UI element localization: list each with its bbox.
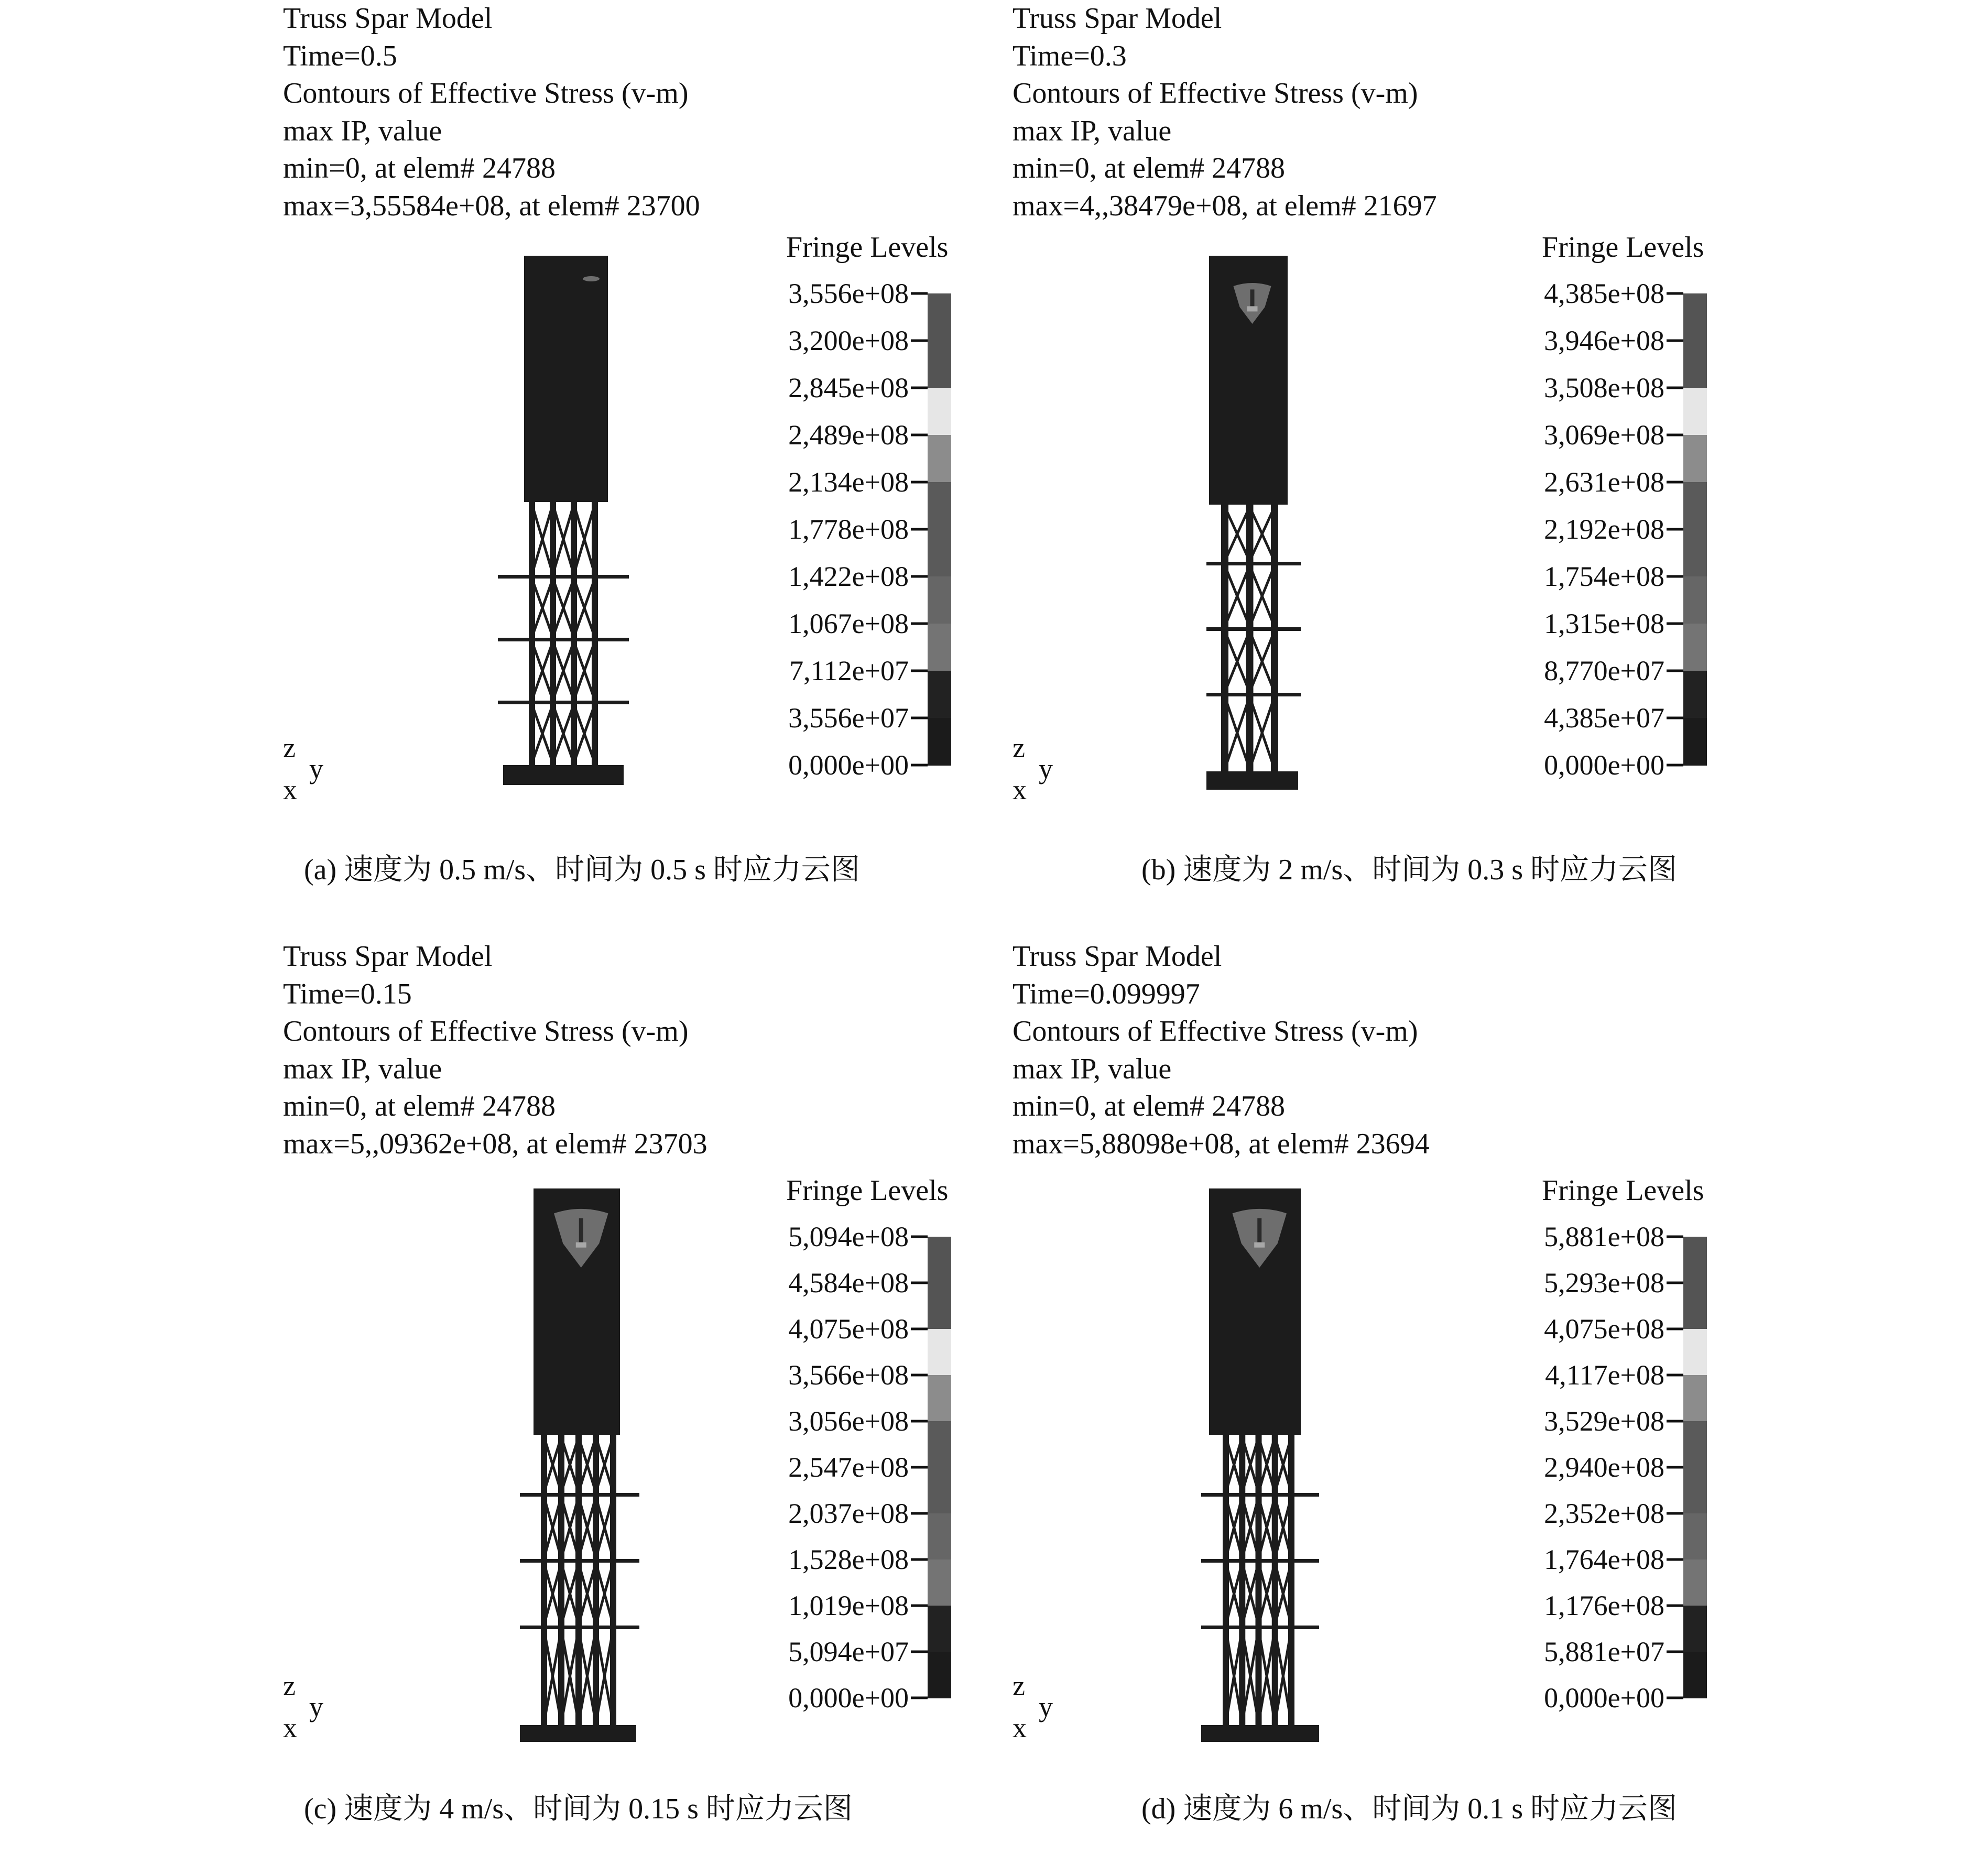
- stress-hotspot-core: [579, 1218, 583, 1242]
- time-label: Time=0.3: [1013, 39, 1127, 72]
- info-block: [1013, 938, 1430, 1163]
- truss-spar-model: [1193, 1184, 1372, 1729]
- axis-x-label: x: [283, 1712, 297, 1743]
- fringe-band: [928, 624, 951, 671]
- heave-plate: [520, 1559, 639, 1563]
- min-value: min=0, at elem# 24788: [283, 1090, 556, 1122]
- fringe-level-tick: [911, 387, 928, 389]
- fringe-level-tick: [1667, 575, 1683, 578]
- info-block: [1013, 0, 1437, 225]
- fringe-level-tick: [911, 1236, 928, 1238]
- truss-section: [1225, 505, 1275, 771]
- fringe-level-tick: [911, 292, 928, 295]
- fringe-band: [1683, 1237, 1707, 1283]
- fringe-level-label: 7,112e+07: [789, 655, 909, 686]
- fringe-level-label: 3,069e+08: [1544, 419, 1664, 451]
- fringe-level-label: 8,770e+07: [1544, 655, 1664, 686]
- time-label: Time=0.5: [283, 39, 397, 72]
- contour-type: Contours of Effective Stress (v-m): [1013, 77, 1418, 110]
- keel-tank: [503, 765, 624, 785]
- time-label: Time=0.15: [283, 977, 412, 1010]
- axis-y-label: y: [309, 753, 323, 784]
- fringe-level-label: 1,176e+08: [1544, 1590, 1664, 1621]
- fringe-level-tick: [911, 340, 928, 342]
- fringe-level-tick: [911, 1605, 928, 1607]
- fringe-band: [1683, 1559, 1707, 1606]
- fringe-level-tick: [1667, 623, 1683, 625]
- fringe-level-tick: [911, 434, 928, 437]
- fringe-level-label: 2,845e+08: [788, 372, 909, 403]
- fringe-band: [928, 1559, 951, 1606]
- min-value: min=0, at elem# 24788: [1013, 152, 1285, 184]
- axis-z-label: z: [283, 732, 296, 764]
- fringe-band: [928, 293, 951, 341]
- model-title: Truss Spar Model: [283, 940, 493, 973]
- axis-y-label: y: [309, 1691, 323, 1722]
- fringe-level-tick: [911, 1282, 928, 1284]
- fringe-level-label: 2,547e+08: [788, 1452, 909, 1483]
- fringe-band: [928, 1652, 951, 1698]
- fringe-level-tick: [911, 1328, 928, 1330]
- fringe-band: [1683, 341, 1707, 388]
- fringe-level-label: 2,037e+08: [788, 1498, 909, 1529]
- fringe-level-label: 2,940e+08: [1544, 1452, 1664, 1483]
- fringe-level-tick: [1667, 481, 1683, 484]
- fringe-band: [928, 1237, 951, 1283]
- fringe-level-tick: [911, 1651, 928, 1653]
- fringe-level-tick: [1667, 434, 1683, 437]
- fringe-level-label: 1,067e+08: [788, 608, 909, 639]
- fringe-band: [1683, 1652, 1707, 1698]
- fringe-level-label: 5,094e+07: [788, 1636, 909, 1667]
- heave-plate: [1201, 1626, 1319, 1629]
- axis-z-label: z: [283, 1670, 296, 1702]
- fringe-levels-title: Fringe Levels: [786, 1174, 949, 1207]
- fringe-band: [1683, 435, 1707, 483]
- axis-z-label: z: [1013, 732, 1025, 764]
- fringe-level-label: 3,556e+08: [788, 278, 909, 309]
- heave-plate: [1206, 562, 1301, 565]
- fringe-level-tick: [1667, 1282, 1683, 1284]
- fringe-level-tick: [1667, 670, 1683, 672]
- heave-plate: [520, 1493, 639, 1497]
- truss-spar-model: [514, 1184, 692, 1729]
- panel-c: [283, 938, 1043, 1876]
- fringe-band: [1683, 529, 1707, 577]
- fringe-level-label: 1,754e+08: [1544, 561, 1664, 592]
- axis-y-label: y: [1039, 1691, 1053, 1722]
- fringe-band: [1683, 1421, 1707, 1468]
- panel-d: [1013, 938, 1772, 1876]
- fringe-band: [1683, 293, 1707, 341]
- fringe-level-tick: [1667, 1558, 1683, 1561]
- fringe-level-label: 5,881e+08: [1544, 1221, 1664, 1252]
- stress-hotspot-peak: [576, 1242, 586, 1248]
- heave-plate: [520, 1626, 639, 1629]
- fringe-band: [928, 1421, 951, 1468]
- time-label: Time=0.099997: [1013, 977, 1200, 1010]
- fringe-legend: [1526, 278, 1683, 781]
- fringe-level-label: 0,000e+00: [788, 749, 909, 781]
- fringe-level-tick: [1667, 528, 1683, 531]
- fringe-level-label: 2,352e+08: [1544, 1498, 1664, 1529]
- panel-a: [283, 0, 1043, 938]
- fringe-level-label: 3,529e+08: [1544, 1405, 1664, 1437]
- min-value: min=0, at elem# 24788: [283, 152, 556, 184]
- fringe-level-label: 2,192e+08: [1544, 514, 1664, 545]
- axis-triad: [1013, 1672, 1086, 1750]
- truss-spar-model: [1191, 252, 1369, 797]
- fringe-level-tick: [1667, 292, 1683, 295]
- fringe-band: [1683, 482, 1707, 530]
- fringe-level-tick: [911, 528, 928, 531]
- axis-x-label: x: [1013, 774, 1027, 805]
- fringe-level-tick: [1667, 1236, 1683, 1238]
- heave-plate: [498, 575, 629, 579]
- fringe-level-tick: [911, 764, 928, 767]
- axis-x-label: x: [1013, 1712, 1027, 1743]
- heave-plate: [1201, 1559, 1319, 1563]
- fringe-level-label: 4,385e+07: [1544, 702, 1664, 734]
- fringe-level-tick: [1667, 717, 1683, 719]
- fringe-level-label: 3,200e+08: [788, 325, 909, 356]
- fringe-level-tick: [911, 1374, 928, 1377]
- fringe-level-tick: [911, 481, 928, 484]
- heave-plate: [498, 701, 629, 704]
- fringe-band: [1683, 1513, 1707, 1560]
- figure-caption: (b) 速度为 2 m/s、时间为 0.3 s 时应力云图: [1141, 854, 1677, 886]
- fringe-level-label: 2,631e+08: [1544, 466, 1664, 498]
- fringe-levels-title: Fringe Levels: [1542, 231, 1704, 264]
- model-title: Truss Spar Model: [1013, 940, 1222, 973]
- hull-cylinder: [524, 256, 608, 502]
- axis-triad: [283, 1672, 356, 1750]
- ip-mode: max IP, value: [1013, 114, 1172, 147]
- fringe-band: [928, 341, 951, 388]
- fringe-level-tick: [911, 1697, 928, 1699]
- fringe-level-label: 3,508e+08: [1544, 372, 1664, 403]
- axis-x-label: x: [283, 774, 297, 805]
- fringe-level-label: 1,422e+08: [788, 561, 909, 592]
- fringe-level-tick: [911, 575, 928, 578]
- fringe-band: [928, 718, 951, 766]
- panel-b: [1013, 0, 1772, 938]
- figure-caption: (a) 速度为 0.5 m/s、时间为 0.5 s 时应力云图: [304, 854, 860, 886]
- fringe-level-label: 3,556e+07: [788, 702, 909, 734]
- fringe-band: [928, 576, 951, 624]
- fringe-levels-title: Fringe Levels: [786, 231, 949, 264]
- info-block: [283, 0, 700, 225]
- fringe-band: [928, 388, 951, 435]
- stress-hotspot: [583, 276, 600, 281]
- model-title: Truss Spar Model: [1013, 2, 1222, 35]
- stress-hotspot-peak: [1247, 306, 1258, 311]
- fringe-band: [928, 1467, 951, 1514]
- fringe-level-tick: [911, 1466, 928, 1469]
- fringe-band: [1683, 1606, 1707, 1652]
- heave-plate: [498, 638, 629, 641]
- fringe-band: [1683, 1467, 1707, 1514]
- fringe-level-label: 2,134e+08: [788, 466, 909, 498]
- fringe-level-label: 1,778e+08: [788, 514, 909, 545]
- fringe-band: [1683, 624, 1707, 671]
- fringe-band: [928, 435, 951, 483]
- fringe-level-label: 3,566e+08: [788, 1359, 909, 1391]
- ip-mode: max IP, value: [283, 1052, 442, 1085]
- fringe-level-tick: [1667, 764, 1683, 767]
- axis-y-label: y: [1039, 753, 1053, 784]
- fringe-level-tick: [1667, 1328, 1683, 1330]
- fringe-legend: [1526, 1221, 1683, 1714]
- fringe-level-label: 1,019e+08: [788, 1590, 909, 1621]
- keel-tank: [1201, 1725, 1319, 1742]
- stress-hotspot-peak: [1254, 1242, 1265, 1248]
- fringe-level-label: 5,881e+07: [1544, 1636, 1664, 1667]
- max-value: max=5,88098e+08, at elem# 23694: [1013, 1127, 1430, 1160]
- fringe-level-label: 0,000e+00: [788, 1682, 909, 1714]
- model-title: Truss Spar Model: [283, 2, 493, 35]
- fringe-level-label: 1,315e+08: [1544, 608, 1664, 639]
- fringe-level-tick: [911, 1512, 928, 1515]
- info-block: [283, 938, 707, 1163]
- fringe-level-label: 1,764e+08: [1544, 1544, 1664, 1575]
- fringe-level-tick: [911, 1420, 928, 1423]
- truss-spar-model: [503, 252, 681, 797]
- stress-hotspot-core: [1250, 289, 1255, 306]
- axis-z-label: z: [1013, 1670, 1025, 1702]
- axis-triad: [283, 734, 356, 812]
- keel-tank: [1206, 771, 1298, 790]
- truss-section: [532, 502, 595, 765]
- fringe-level-label: 5,293e+08: [1544, 1267, 1664, 1299]
- fringe-band: [928, 1606, 951, 1652]
- fringe-band: [928, 1513, 951, 1560]
- fringe-band: [1683, 718, 1707, 766]
- fringe-band: [1683, 576, 1707, 624]
- fringe-level-label: 1,528e+08: [788, 1544, 909, 1575]
- fringe-level-label: 0,000e+00: [1544, 1682, 1664, 1714]
- fringe-level-label: 4,385e+08: [1544, 278, 1664, 309]
- max-value: max=4,,38479e+08, at elem# 21697: [1013, 189, 1437, 222]
- fringe-level-tick: [1667, 1605, 1683, 1607]
- fringe-band: [928, 1283, 951, 1329]
- fringe-level-tick: [1667, 340, 1683, 342]
- fringe-level-label: 4,075e+08: [788, 1313, 909, 1345]
- fringe-band: [928, 1329, 951, 1376]
- fringe-band: [928, 482, 951, 530]
- axis-triad: [1013, 734, 1086, 812]
- fringe-level-label: 5,094e+08: [788, 1221, 909, 1252]
- figure-caption: (d) 速度为 6 m/s、时间为 0.1 s 时应力云图: [1141, 1793, 1677, 1825]
- contour-type: Contours of Effective Stress (v-m): [283, 1015, 689, 1048]
- fringe-band: [928, 671, 951, 718]
- fringe-level-tick: [911, 717, 928, 719]
- fringe-band: [1683, 1375, 1707, 1422]
- ip-mode: max IP, value: [1013, 1052, 1172, 1085]
- fringe-level-tick: [911, 1558, 928, 1561]
- fringe-level-tick: [1667, 1512, 1683, 1515]
- fringe-color-bar: [1683, 1237, 1707, 1698]
- max-value: max=5,,09362e+08, at elem# 23703: [283, 1127, 707, 1160]
- fringe-band: [1683, 671, 1707, 718]
- fringe-level-tick: [1667, 1374, 1683, 1377]
- fringe-legend: [770, 278, 928, 781]
- fringe-color-bar: [928, 1237, 951, 1698]
- fringe-band: [1683, 1329, 1707, 1376]
- fringe-color-bar: [1683, 293, 1707, 765]
- fringe-band: [928, 529, 951, 577]
- fringe-level-tick: [1667, 387, 1683, 389]
- min-value: min=0, at elem# 24788: [1013, 1090, 1285, 1122]
- fringe-level-tick: [911, 623, 928, 625]
- figure-caption: (c) 速度为 4 m/s、时间为 0.15 s 时应力云图: [304, 1793, 853, 1825]
- fringe-level-tick: [1667, 1420, 1683, 1423]
- truss-section: [544, 1435, 613, 1725]
- fringe-level-label: 3,056e+08: [788, 1405, 909, 1437]
- fringe-color-bar: [928, 293, 951, 765]
- ip-mode: max IP, value: [283, 114, 442, 147]
- fringe-level-label: 4,584e+08: [788, 1267, 909, 1299]
- keel-tank: [520, 1725, 636, 1742]
- fringe-level-label: 4,117e+08: [1545, 1359, 1664, 1391]
- fringe-band: [928, 1375, 951, 1422]
- fringe-band: [1683, 1283, 1707, 1329]
- fringe-level-label: 3,946e+08: [1544, 325, 1664, 356]
- heave-plate: [1201, 1493, 1319, 1497]
- stress-hotspot-core: [1257, 1218, 1261, 1242]
- fringe-level-tick: [911, 670, 928, 672]
- fringe-band: [1683, 388, 1707, 435]
- max-value: max=3,55584e+08, at elem# 23700: [283, 189, 700, 222]
- fringe-level-label: 0,000e+00: [1544, 749, 1664, 781]
- fringe-levels-title: Fringe Levels: [1542, 1174, 1704, 1207]
- fringe-level-label: 4,075e+08: [1544, 1313, 1664, 1345]
- fringe-level-tick: [1667, 1697, 1683, 1699]
- fringe-level-tick: [1667, 1466, 1683, 1469]
- heave-plate: [1206, 693, 1301, 696]
- fringe-level-label: 2,489e+08: [788, 419, 909, 451]
- contour-type: Contours of Effective Stress (v-m): [283, 77, 689, 110]
- heave-plate: [1206, 627, 1301, 631]
- fringe-level-tick: [1667, 1651, 1683, 1653]
- contour-type: Contours of Effective Stress (v-m): [1013, 1015, 1418, 1048]
- fringe-legend: [770, 1221, 928, 1714]
- truss-section: [1226, 1435, 1291, 1725]
